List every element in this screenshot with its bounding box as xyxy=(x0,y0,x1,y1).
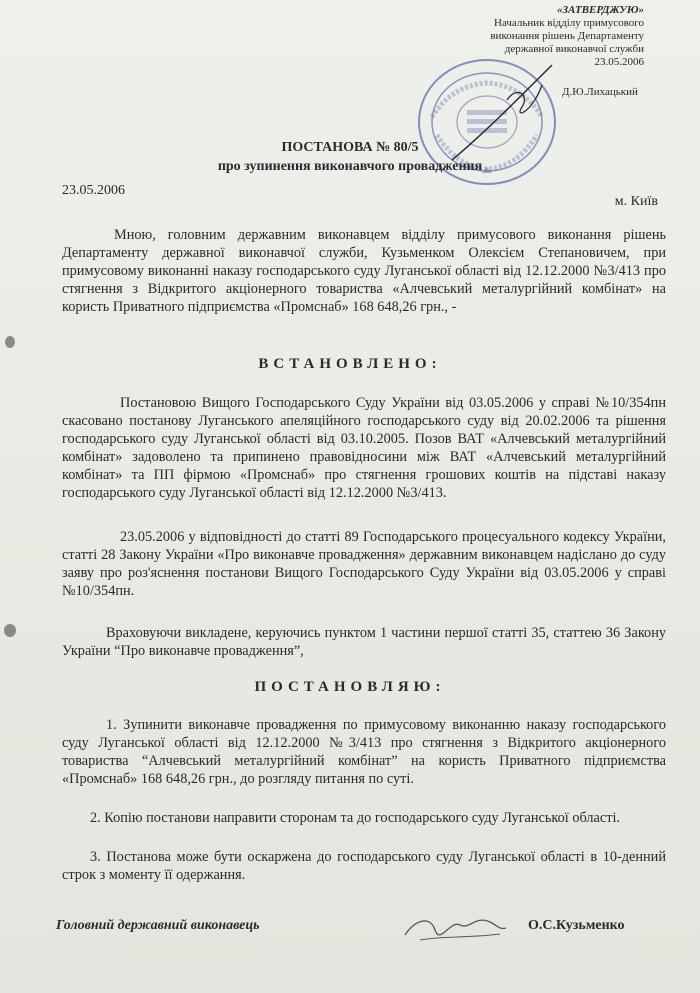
resolve-item: 2. Копію постанови направити сторонам та до господарського суду Луганської області. xyxy=(90,810,621,826)
approval-heading: «ЗАТВЕРДЖУЮ» xyxy=(556,4,644,16)
document-city: м. Київ xyxy=(614,194,658,209)
approval-line: виконання рішень Департаменту xyxy=(490,30,644,42)
scan-spot xyxy=(5,336,15,348)
title-line: ПОСТАНОВА № 80/5 xyxy=(281,140,419,155)
signatory-name: О.С.Кузьменко xyxy=(528,918,625,933)
signatory-position: Головний державний виконавець xyxy=(56,918,260,933)
resolve-item: 3. Постанова може бути оскаржена до господарського суду Луганської області в 10-денний строк з моменту її одержання. xyxy=(62,849,666,883)
approval-signer: Д.Ю.Лихацький xyxy=(562,86,638,98)
title-subline: про зупинення виконавчого провадження xyxy=(217,159,483,174)
handwritten-signature xyxy=(400,900,510,950)
approval-line: Начальник відділу примусового xyxy=(494,17,644,29)
approval-date: 23.05.2006 xyxy=(594,56,644,68)
document-date: 23.05.2006 xyxy=(62,183,125,198)
established-paragraph: Постановою Вищого Господарського Суду України від 03.05.2006 у справі №10/354пн скасовано постанову Луганського апеляційного господарського суду від 20.02.2006 та рішення господарського суду Луганської області від 03.10.2005. Позов ВАТ «Алчевський металургійний комбінат» задоволено та припинено правовідносини між ВАТ «Алчевський металургійний комбінат» та ПП фірмою «Промснаб» про стягнення грошових коштів на підставі наказу господарського суду Луганської області від 12.12.2000 №3/413. xyxy=(62,395,666,501)
document-title xyxy=(0,138,700,176)
established-heading: ВСТАНОВЛЕНО: xyxy=(258,356,442,372)
resolve-heading: ПОСТАНОВЛЯЮ: xyxy=(254,679,446,695)
intro-paragraph: Мною, головним державним виконавцем відділу примусового виконання рішень Департаменту державної виконавчої служби, Кузьменком Олексієм Степановичем, при примусовому виконанні наказу господарського суду Луганської області від 12.12.2000 №3/413 про стягнення з Відкритого акціонерного товариства «Алчевський металургійний комбінат» на користь Приватного підприємства «Промснаб» 168 648,26 грн., - xyxy=(62,227,666,315)
scan-spot xyxy=(4,624,16,637)
considering-paragraph: Враховуючи викладене, керуючись пунктом 1 частини першої статті 35, статтею 36 Закону України “Про виконавче провадження”, xyxy=(62,625,666,659)
established-paragraph: 23.05.2006 у відповідності до статті 89 Господарського процесуального кодексу України, статті 28 Закону України «Про виконавче провадження» державним виконавцем надіслано до суду заяву про роз'яснення постанови Вищого Господарського Суду України від 03.05.2006 у справі №10/354пн. xyxy=(62,529,666,599)
approval-line: державної виконавчої служби xyxy=(504,43,644,55)
resolve-item: 1. Зупинити виконавче провадження по примусовому виконанню наказу господарського суду Луганської області від 12.12.2000 №3/413 про стягнення з Відкритого акціонерного товариства “Алчевський металургійний комбінат” на користь Приватного підприємства «Промснаб» 168 648,26 грн., до розгляду питання по суті. xyxy=(62,717,666,787)
